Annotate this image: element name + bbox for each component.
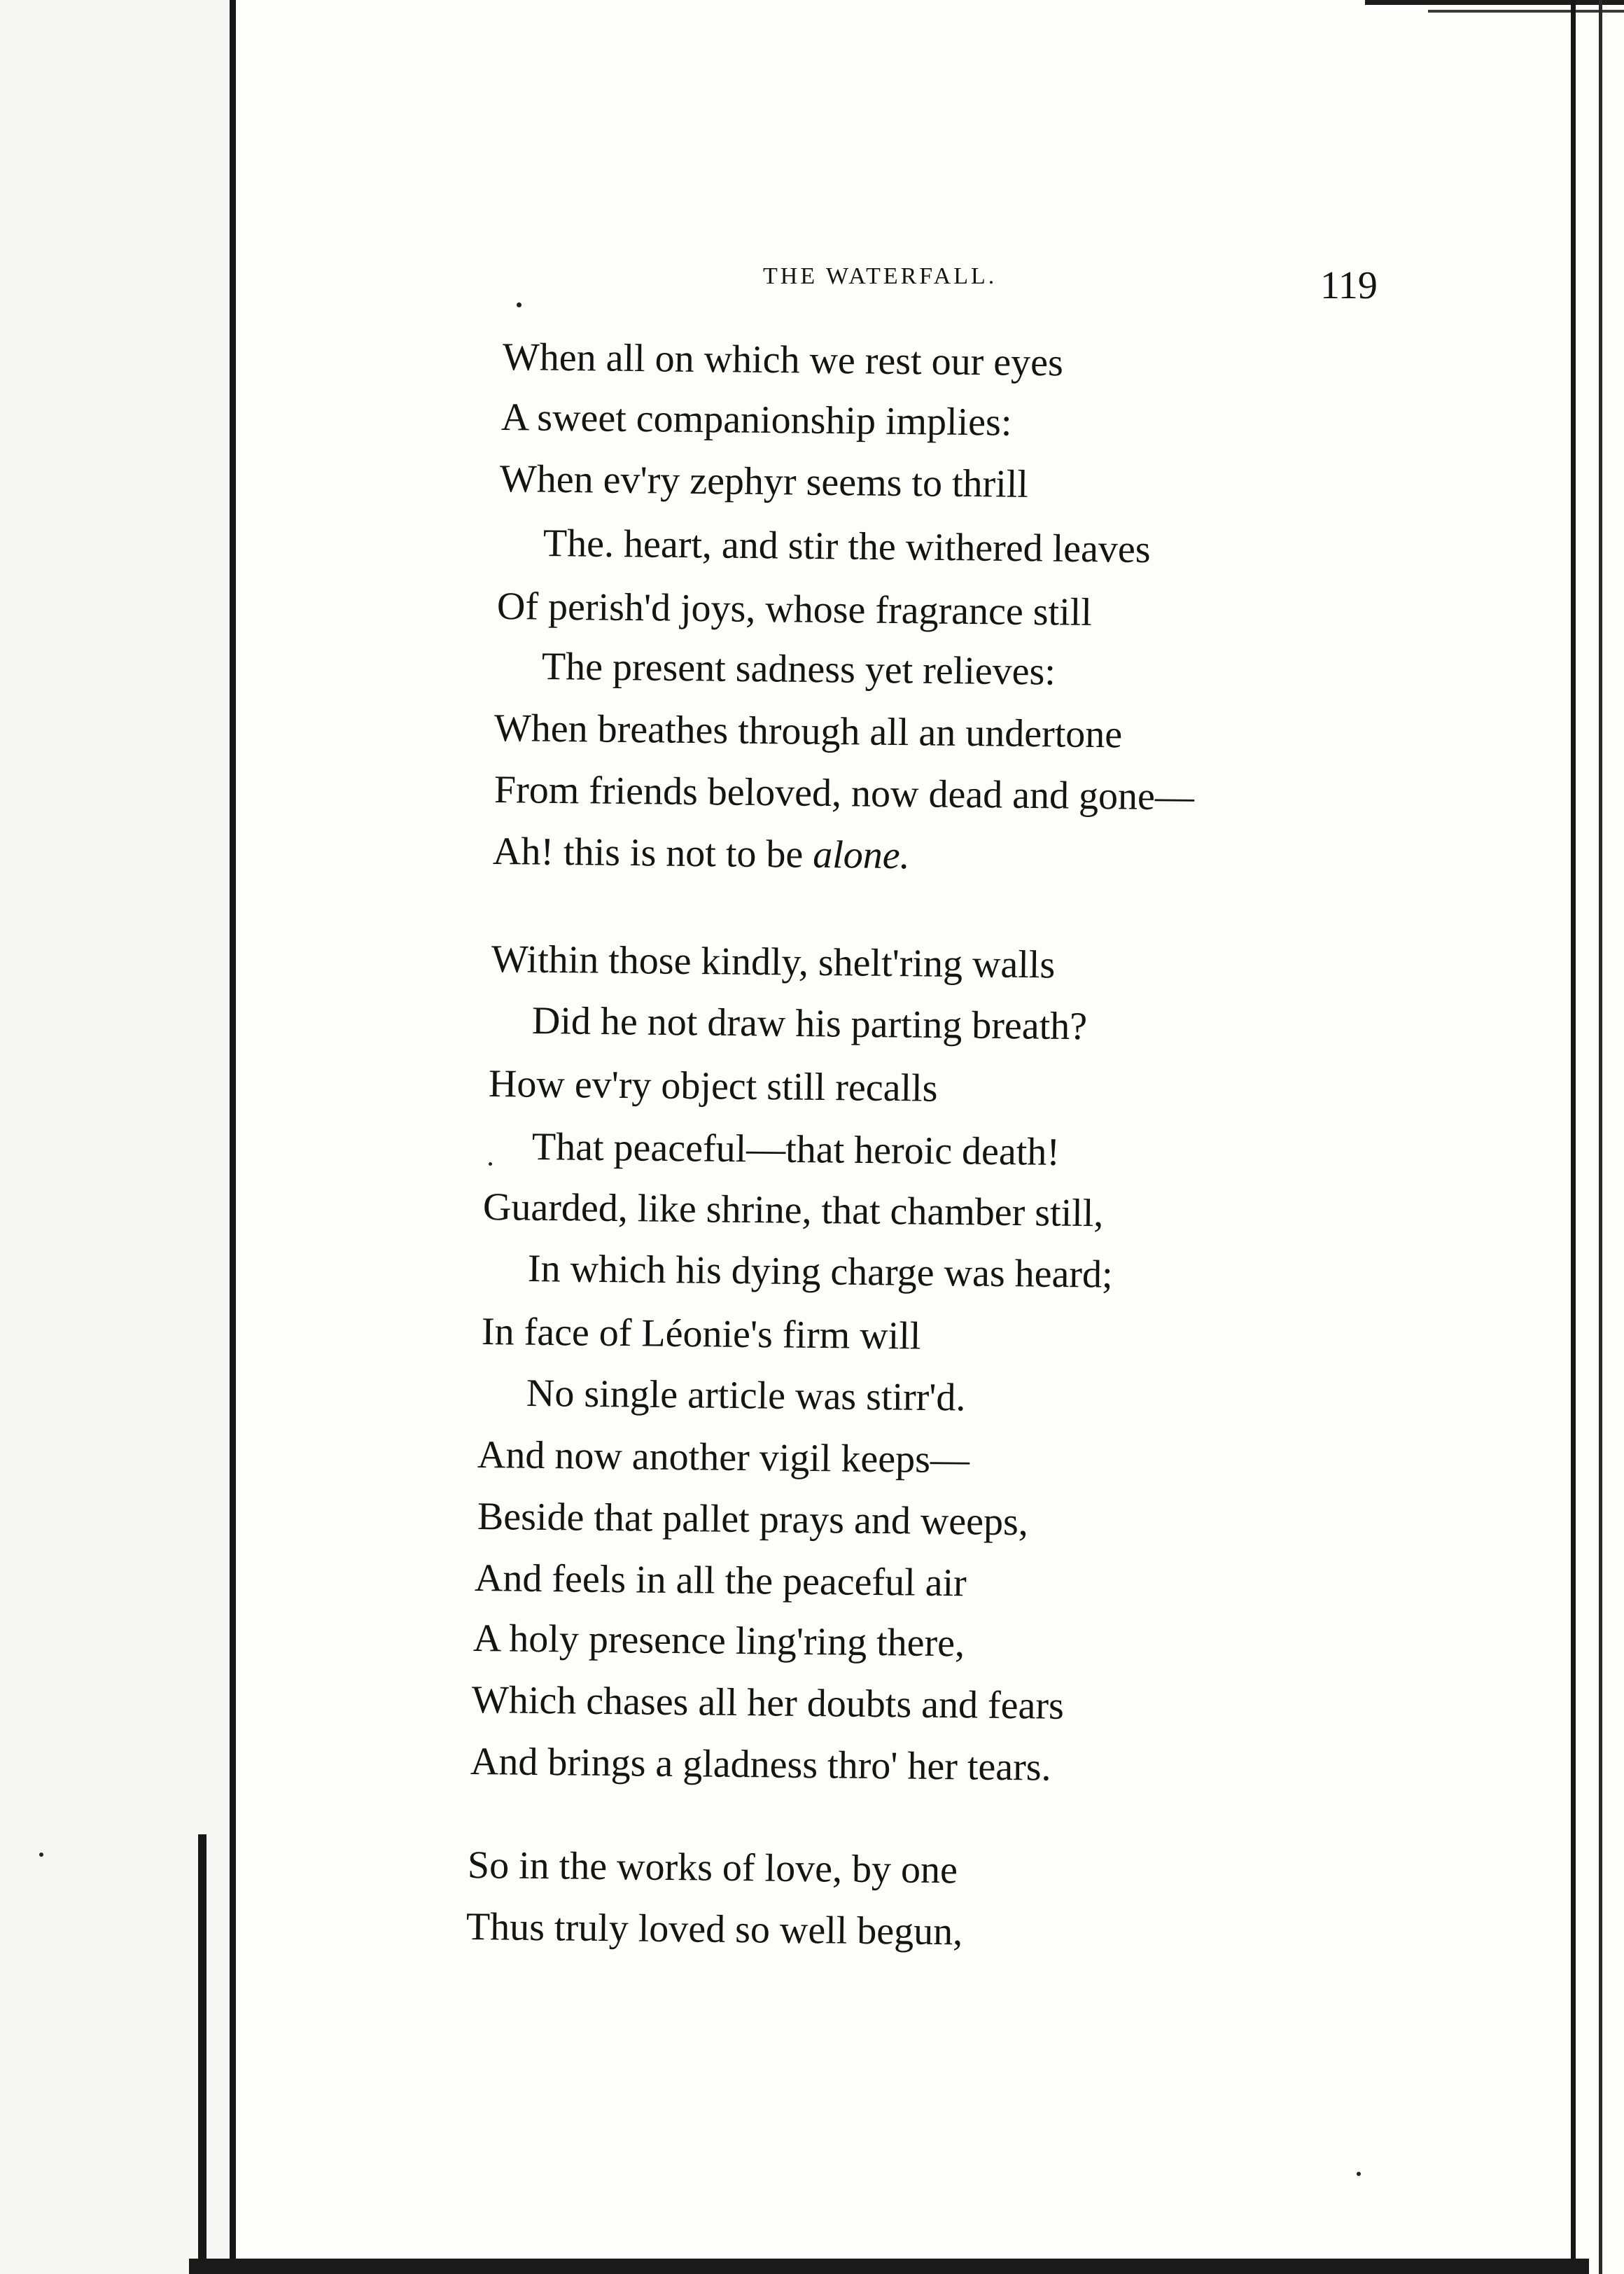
top-page-edge-inner xyxy=(1428,10,1624,13)
scan-speck xyxy=(1357,2172,1361,2176)
poem-line: Guarded, like shrine, that chamber still, xyxy=(482,1185,1104,1236)
running-title: THE WATERFALL. xyxy=(763,263,997,289)
poem-line: Within those kindly, shelt'ring walls xyxy=(491,937,1056,987)
poem-line xyxy=(492,830,911,878)
poem-line: Of perish'd joys, whose fragrance still xyxy=(496,585,1093,634)
bottom-page-edge xyxy=(189,2259,1589,2274)
book-gutter-edge-lower xyxy=(198,1834,206,2274)
page-number: 119 xyxy=(1320,264,1378,307)
poem-line: When ev'ry zephyr seems to thrill xyxy=(499,457,1029,506)
poem-line: The present sadness yet relieves: xyxy=(541,645,1056,694)
poem-line: Thus truly loved so well begun, xyxy=(465,1905,963,1954)
poem-line: In face of Léonie's firm will xyxy=(481,1310,921,1358)
left-page-margin xyxy=(0,0,231,2274)
poem-line: And brings a gladness thro' her tears. xyxy=(470,1740,1051,1790)
poem-line: And feels in all the peaceful air xyxy=(474,1556,967,1605)
poem-line: A holy presence ling'ring there, xyxy=(472,1617,965,1666)
poem-line: Beside that pallet prays and weeps, xyxy=(477,1495,1029,1544)
scan-speck xyxy=(489,1162,492,1166)
poem-line-text: Ah! this is not to be xyxy=(492,830,804,877)
poem-line: From friends beloved, now dead and gone— xyxy=(493,768,1195,819)
poem-line: That peaceful—that heroic death! xyxy=(531,1125,1060,1174)
scan-speck xyxy=(39,1853,43,1857)
poem-line: No single article was stirr'd. xyxy=(526,1372,966,1420)
poem-line: And now another vigil keeps— xyxy=(477,1433,970,1482)
poem-line: When all on which we rest our eyes xyxy=(502,335,1064,385)
poem-line: In which his dying charge was heard; xyxy=(527,1247,1113,1297)
right-page-edge-outer xyxy=(1599,0,1602,2274)
poem-line-italic: alone. xyxy=(812,832,911,878)
scan-speck xyxy=(517,302,522,307)
right-page-edge xyxy=(1571,0,1576,2274)
poem-line: How ev'ry object still recalls xyxy=(488,1062,938,1110)
poem-line: The. heart, and stir the withered leaves xyxy=(542,522,1151,572)
top-page-edge xyxy=(1365,0,1624,5)
poem-line: So in the works of love, by one xyxy=(467,1843,958,1892)
poem-line: When breathes through all an undertone xyxy=(493,706,1123,757)
poem-line: A sweet companionship implies: xyxy=(500,396,1012,445)
poem-line: Did he not draw his parting breath? xyxy=(531,999,1088,1049)
book-gutter-edge xyxy=(230,0,236,2274)
poem-line: Which chases all her doubts and fears xyxy=(471,1678,1065,1728)
